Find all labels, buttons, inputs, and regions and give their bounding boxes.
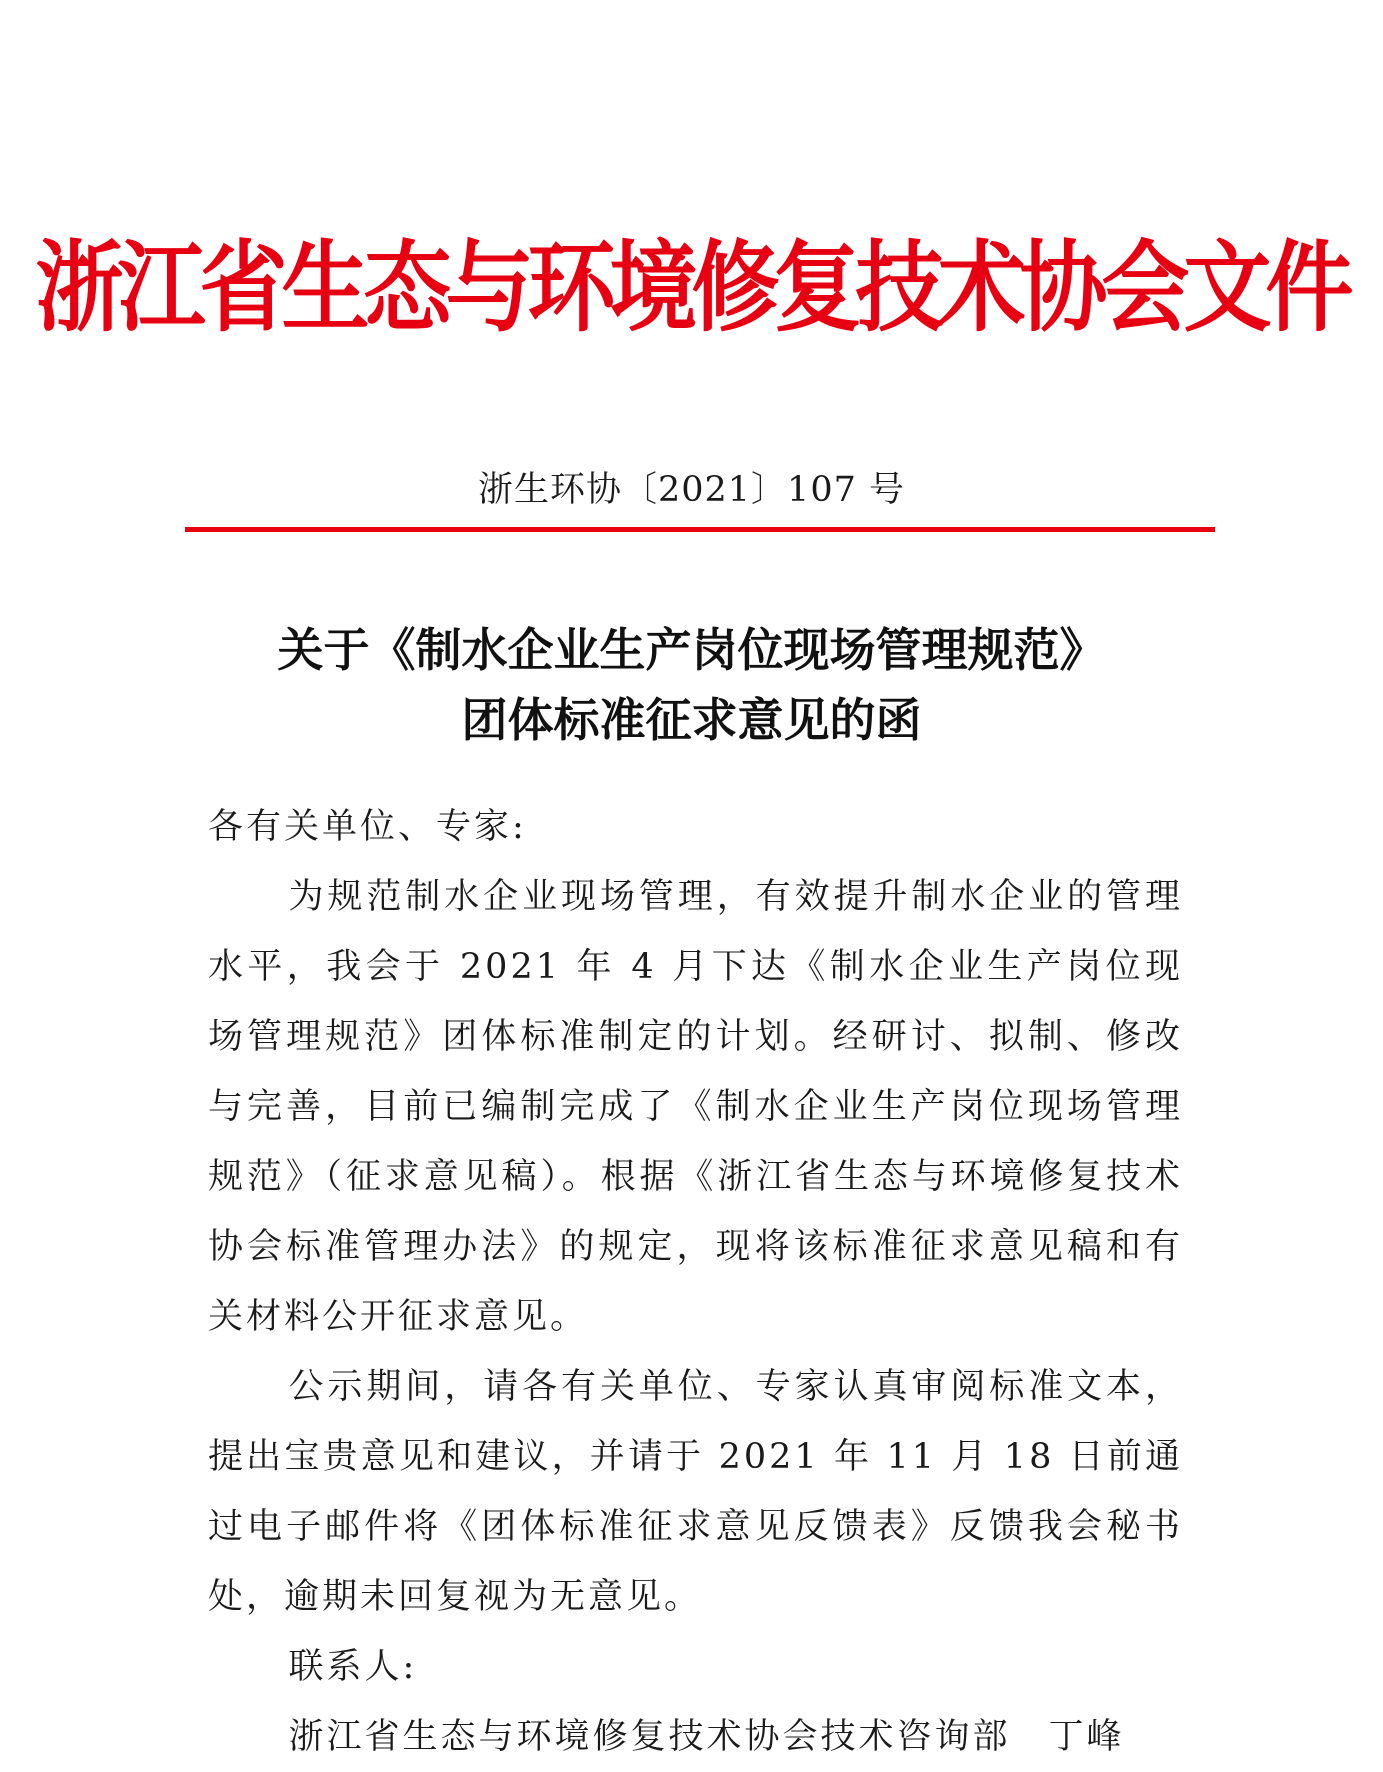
title-line-1: 关于《制水企业生产岗位现场管理规范》 [277,623,1106,677]
masthead-title: 浙江省生态与环境修复技术协会文件 [35,229,1348,346]
document-body [208,792,1183,1772]
red-divider-line [185,527,1215,532]
paragraph-2: 公示期间，请各有关单位、专家认真审阅标准文本，提出宝贵意见和建议，并请于 2021 年 11 月 18 日前通过电子邮件将《团体标准征求意见反馈表》反馈我会秘书处，逾期未回复视为无意见。 [208,1367,1183,1617]
contact-label: 联系人: [288,1647,418,1687]
salutation: 各有关单位、专家: [208,807,527,847]
title-line-2: 团体标准征求意见的函 [461,693,922,747]
contact-person: 浙江省生态与环境修复技术协会技术咨询部 丁峰 [288,1717,1125,1757]
document-title [0,615,1383,755]
paragraph-1: 为规范制水企业现场管理，有效提升制水企业的管理水平，我会于 2021 年 4 月下达《制水企业生产岗位现场管理规范》团体标准制定的计划。经研讨、拟制、修改与完善，目前已编制完成了《制水企业生产岗位现场管理规范》（征求意见稿）。根据《浙江省生态与环境修复技术协会标准管理办法》的规定，现将该标准征求意见稿和有关材料公开征求意见。 [208,877,1183,1337]
document-number: 浙生环协〔2021〕107 号 [477,470,905,510]
